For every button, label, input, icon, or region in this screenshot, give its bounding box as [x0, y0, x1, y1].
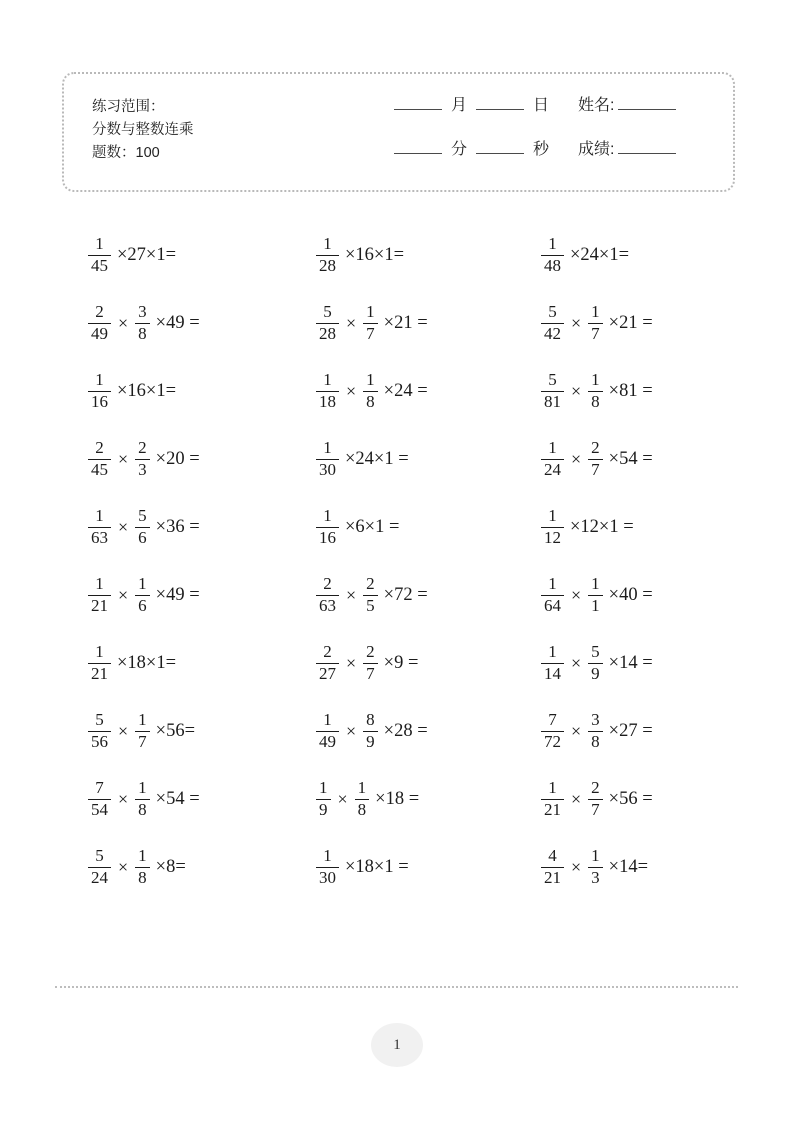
fraction	[588, 574, 603, 615]
month-label: 月	[451, 97, 468, 114]
fraction-numerator: 5	[548, 370, 557, 390]
fraction-denominator: 7	[363, 663, 378, 684]
fraction-denominator: 42	[541, 323, 564, 344]
multiply-sign: ×	[337, 788, 348, 809]
fraction-denominator: 1	[588, 595, 603, 616]
fraction-denominator: 7	[588, 799, 603, 820]
day-blank-line	[476, 98, 524, 110]
fraction	[88, 234, 111, 275]
fraction-numerator: 1	[95, 642, 104, 662]
multiply-sign: ×	[571, 652, 582, 673]
fraction	[88, 370, 111, 411]
fraction	[588, 778, 603, 819]
multiply-sign: ×	[571, 788, 582, 809]
fraction	[363, 642, 378, 683]
multiply-sign: ×	[571, 720, 582, 741]
fraction	[316, 370, 339, 411]
fraction-denominator: 6	[135, 527, 150, 548]
fraction-numerator: 3	[138, 302, 147, 322]
fraction-denominator: 8	[135, 799, 150, 820]
multiply-sign: ×	[118, 312, 129, 333]
fraction-denominator: 48	[541, 255, 564, 276]
fraction	[541, 438, 564, 479]
fraction-numerator: 1	[323, 234, 332, 254]
fraction-numerator: 2	[323, 642, 332, 662]
problem-expression-tail: ×12×1 =	[570, 516, 634, 537]
fraction-numerator: 1	[138, 778, 147, 798]
problem-grid	[88, 221, 748, 901]
fraction-numerator: 1	[95, 574, 104, 594]
problem-expression-tail: ×18×1 =	[345, 856, 409, 877]
fraction-numerator: 1	[591, 302, 600, 322]
math-problem	[541, 289, 748, 357]
fraction-numerator: 1	[548, 778, 557, 798]
fraction-denominator: 63	[88, 527, 111, 548]
math-problem	[88, 357, 316, 425]
problem-expression-tail: ×21 =	[383, 312, 428, 333]
date-name-fields	[394, 92, 714, 180]
fraction-denominator: 21	[88, 595, 111, 616]
fraction-denominator: 45	[88, 255, 111, 276]
fraction-denominator: 56	[88, 731, 111, 752]
fraction-denominator: 28	[316, 323, 339, 344]
fraction-numerator: 2	[323, 574, 332, 594]
fraction	[588, 438, 603, 479]
worksheet-topic: 分数与整数连乘	[92, 122, 194, 138]
math-problem	[541, 629, 748, 697]
math-problem	[88, 425, 316, 493]
fraction-numerator: 7	[548, 710, 557, 730]
problem-expression-tail: ×72 =	[383, 584, 428, 605]
fraction-numerator: 1	[319, 778, 328, 798]
math-problem	[316, 697, 541, 765]
fraction-numerator: 5	[323, 302, 332, 322]
math-problem	[316, 765, 541, 833]
fraction	[541, 574, 564, 615]
problem-expression-tail: ×28 =	[383, 720, 428, 741]
fraction-numerator: 3	[591, 710, 600, 730]
fraction-numerator: 1	[138, 846, 147, 866]
fraction-denominator: 12	[541, 527, 564, 548]
math-problem	[541, 357, 748, 425]
fraction-denominator: 8	[135, 323, 150, 344]
multiply-sign: ×	[346, 380, 357, 401]
fraction	[135, 778, 150, 819]
problem-expression-tail: ×36 =	[155, 516, 200, 537]
math-problem	[541, 765, 748, 833]
fraction-numerator: 1	[323, 710, 332, 730]
fraction-numerator: 5	[95, 710, 104, 730]
fraction-numerator: 8	[366, 710, 375, 730]
fraction	[541, 506, 564, 547]
fraction-numerator: 5	[95, 846, 104, 866]
fraction	[135, 846, 150, 887]
fraction-numerator: 1	[366, 302, 375, 322]
multiply-sign: ×	[571, 312, 582, 333]
multiply-sign: ×	[118, 856, 129, 877]
fraction-denominator: 21	[541, 867, 564, 888]
multiply-sign: ×	[118, 584, 129, 605]
fraction	[88, 302, 111, 343]
problem-expression-tail: ×54 =	[155, 788, 200, 809]
fraction-numerator: 2	[95, 302, 104, 322]
multiply-sign: ×	[118, 788, 129, 809]
math-problem	[541, 425, 748, 493]
math-problem	[88, 629, 316, 697]
problem-expression-tail: ×20 =	[155, 448, 200, 469]
month-blank-line	[394, 98, 442, 110]
fraction-numerator: 1	[591, 574, 600, 594]
fraction	[316, 642, 339, 683]
fraction-denominator: 81	[541, 391, 564, 412]
fraction	[135, 574, 150, 615]
fraction-numerator: 2	[591, 778, 600, 798]
math-problem	[88, 765, 316, 833]
multiply-sign: ×	[118, 516, 129, 537]
fraction-denominator: 9	[363, 731, 378, 752]
fraction	[588, 846, 603, 887]
fraction	[88, 778, 111, 819]
multiply-sign: ×	[346, 652, 357, 673]
math-problem	[88, 289, 316, 357]
fraction-numerator: 2	[366, 642, 375, 662]
fraction	[363, 302, 378, 343]
math-problem	[541, 561, 748, 629]
day-label: 日	[533, 97, 550, 114]
fraction-denominator: 7	[588, 459, 603, 480]
fraction	[588, 302, 603, 343]
fraction	[316, 302, 339, 343]
problem-count-label: 题数：100	[92, 145, 160, 161]
problem-expression-tail: ×16×1=	[345, 244, 405, 265]
date-row	[394, 92, 714, 116]
fraction-denominator: 21	[88, 663, 111, 684]
math-problem	[88, 221, 316, 289]
fraction-denominator: 5	[363, 595, 378, 616]
fraction-numerator: 1	[548, 506, 557, 526]
score-blank-line	[618, 142, 676, 154]
fraction-denominator: 18	[316, 391, 339, 412]
fraction	[588, 642, 603, 683]
fraction-numerator: 1	[95, 506, 104, 526]
problem-expression-tail: ×14=	[608, 856, 649, 877]
fraction	[316, 846, 339, 887]
math-problem	[316, 289, 541, 357]
fraction-denominator: 16	[316, 527, 339, 548]
score-label: 成绩:	[578, 141, 615, 158]
multiply-sign: ×	[571, 380, 582, 401]
name-label: 姓名:	[578, 97, 615, 114]
problem-expression-tail: ×27×1=	[117, 244, 177, 265]
problem-expression-tail: ×56 =	[608, 788, 653, 809]
multiply-sign: ×	[118, 448, 129, 469]
multiply-sign: ×	[346, 312, 357, 333]
fraction-numerator: 1	[366, 370, 375, 390]
problem-expression-tail: ×24 =	[383, 380, 428, 401]
fraction-numerator: 1	[323, 846, 332, 866]
problem-expression-tail: ×21 =	[608, 312, 653, 333]
problem-expression-tail: ×14 =	[608, 652, 653, 673]
fraction	[588, 710, 603, 751]
page-number: 1	[393, 1036, 401, 1053]
fraction-denominator: 7	[588, 323, 603, 344]
problem-expression-tail: ×49 =	[155, 584, 200, 605]
fraction	[363, 370, 378, 411]
fraction	[363, 574, 378, 615]
fraction-numerator: 5	[591, 642, 600, 662]
fraction-denominator: 28	[316, 255, 339, 276]
fraction	[88, 574, 111, 615]
multiply-sign: ×	[571, 584, 582, 605]
problem-expression-tail: ×6×1 =	[345, 516, 400, 537]
math-problem	[316, 221, 541, 289]
fraction-numerator: 2	[591, 438, 600, 458]
fraction-denominator: 3	[588, 867, 603, 888]
problem-expression-tail: ×24×1 =	[345, 448, 409, 469]
practice-range-label: 练习范围：	[92, 99, 165, 115]
fraction-denominator: 21	[541, 799, 564, 820]
second-label: 秒	[533, 141, 550, 158]
fraction-numerator: 1	[323, 370, 332, 390]
problem-expression-tail: ×81 =	[608, 380, 653, 401]
fraction	[88, 846, 111, 887]
name-blank-line	[618, 98, 676, 110]
problem-expression-tail: ×27 =	[608, 720, 653, 741]
fraction-numerator: 1	[357, 778, 367, 798]
fraction-denominator: 30	[316, 867, 339, 888]
fraction	[135, 710, 150, 751]
math-problem	[316, 425, 541, 493]
fraction	[541, 778, 564, 819]
fraction-numerator: 2	[95, 438, 104, 458]
fraction	[88, 506, 111, 547]
math-problem	[88, 493, 316, 561]
fraction-denominator: 63	[316, 595, 339, 616]
fraction-numerator: 4	[548, 846, 557, 866]
fraction-denominator: 8	[588, 731, 603, 752]
math-problem	[88, 833, 316, 901]
fraction-numerator: 7	[95, 778, 104, 798]
problem-expression-tail: ×56=	[155, 720, 196, 741]
minute-label: 分	[451, 141, 468, 158]
multiply-sign: ×	[346, 720, 357, 741]
fraction	[88, 438, 111, 479]
fraction-denominator: 9	[588, 663, 603, 684]
fraction	[316, 778, 331, 819]
fraction-denominator: 45	[88, 459, 111, 480]
math-problem	[88, 697, 316, 765]
problem-expression-tail: ×18×1=	[117, 652, 177, 673]
fraction	[316, 710, 339, 751]
fraction-numerator: 1	[95, 234, 104, 254]
fraction	[135, 506, 150, 547]
fraction-numerator: 1	[591, 370, 600, 390]
fraction-numerator: 1	[95, 370, 104, 390]
problem-expression-tail: ×40 =	[608, 584, 653, 605]
problem-expression-tail: ×24×1=	[570, 244, 630, 265]
fraction-numerator: 5	[138, 506, 147, 526]
fraction	[88, 710, 111, 751]
fraction-numerator: 2	[366, 574, 375, 594]
page-number-badge	[371, 1023, 423, 1067]
header-info-box	[62, 72, 735, 192]
fraction-denominator: 7	[363, 323, 378, 344]
fraction	[363, 710, 378, 751]
fraction-denominator: 9	[316, 799, 331, 820]
problem-expression-tail: ×8=	[155, 856, 186, 877]
problem-expression-tail: ×49 =	[155, 312, 200, 333]
fraction	[541, 642, 564, 683]
fraction	[316, 506, 339, 547]
fraction	[541, 846, 564, 887]
fraction	[316, 438, 339, 479]
fraction	[135, 438, 150, 479]
math-problem	[541, 697, 748, 765]
fraction-denominator: 8	[355, 799, 370, 820]
fraction-denominator: 3	[135, 459, 150, 480]
problem-expression-tail: ×18 =	[375, 788, 420, 809]
fraction-numerator: 1	[138, 710, 147, 730]
fraction-numerator: 1	[548, 234, 557, 254]
math-problem	[316, 357, 541, 425]
multiply-sign: ×	[571, 448, 582, 469]
fraction	[135, 302, 150, 343]
fraction-numerator: 1	[323, 438, 332, 458]
fraction-numerator: 1	[548, 438, 557, 458]
fraction	[541, 710, 564, 751]
fraction-denominator: 7	[135, 731, 150, 752]
fraction-denominator: 24	[88, 867, 111, 888]
problem-expression-tail: ×16×1=	[117, 380, 177, 401]
fraction	[88, 642, 111, 683]
fraction-denominator: 8	[363, 391, 378, 412]
worksheet-info	[92, 96, 194, 165]
fraction-denominator: 16	[88, 391, 111, 412]
minute-blank-line	[394, 142, 442, 154]
fraction-denominator: 27	[316, 663, 339, 684]
fraction-denominator: 64	[541, 595, 564, 616]
math-problem	[316, 493, 541, 561]
fraction	[541, 234, 564, 275]
fraction-denominator: 14	[541, 663, 564, 684]
fraction-numerator: 2	[138, 438, 147, 458]
second-blank-line	[476, 142, 524, 154]
fraction-denominator: 8	[135, 867, 150, 888]
fraction	[588, 370, 603, 411]
math-problem	[541, 833, 748, 901]
fraction-denominator: 49	[88, 323, 111, 344]
math-problem	[316, 833, 541, 901]
fraction	[316, 574, 339, 615]
math-problem	[88, 561, 316, 629]
problem-expression-tail: ×54 =	[608, 448, 653, 469]
fraction	[355, 778, 370, 819]
fraction	[316, 234, 339, 275]
math-problem	[541, 221, 748, 289]
time-score-row	[394, 136, 714, 160]
fraction-numerator: 1	[323, 506, 332, 526]
fraction-numerator: 1	[591, 846, 600, 866]
footer-dashed-separator	[55, 986, 738, 988]
fraction	[541, 302, 564, 343]
math-problem	[316, 561, 541, 629]
fraction-denominator: 49	[316, 731, 339, 752]
problem-expression-tail: ×9 =	[383, 652, 419, 673]
fraction-numerator: 1	[548, 574, 557, 594]
multiply-sign: ×	[346, 584, 357, 605]
fraction	[541, 370, 564, 411]
multiply-sign: ×	[118, 720, 129, 741]
fraction-denominator: 8	[588, 391, 603, 412]
fraction-denominator: 6	[135, 595, 150, 616]
math-problem	[316, 629, 541, 697]
multiply-sign: ×	[571, 856, 582, 877]
fraction-numerator: 1	[548, 642, 557, 662]
fraction-denominator: 54	[88, 799, 111, 820]
math-problem	[541, 493, 748, 561]
fraction-numerator: 1	[138, 574, 147, 594]
fraction-denominator: 72	[541, 731, 564, 752]
fraction-numerator: 5	[548, 302, 557, 322]
fraction-denominator: 24	[541, 459, 564, 480]
fraction-denominator: 30	[316, 459, 339, 480]
